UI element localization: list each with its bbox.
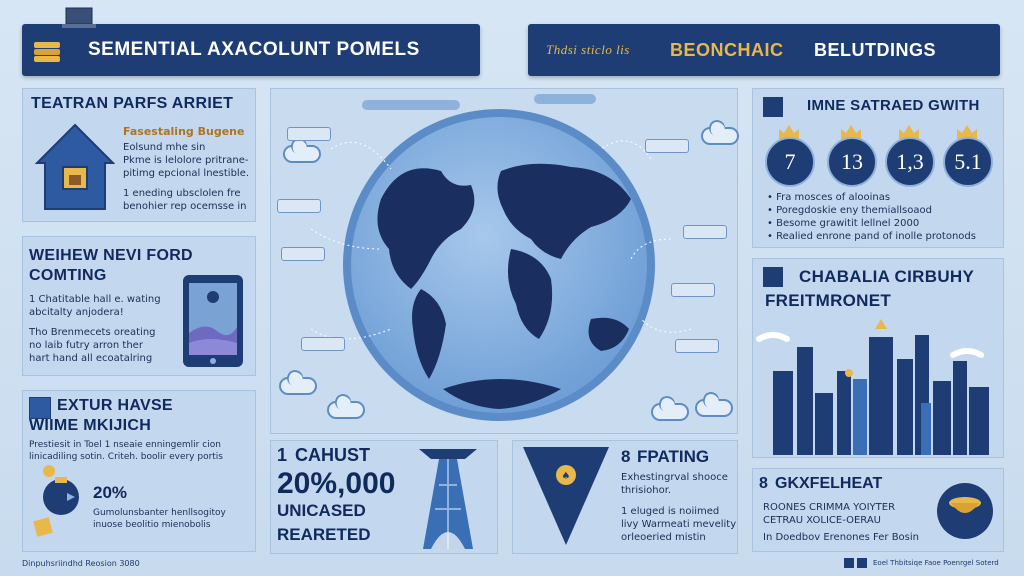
svg-text:♠: ♠ — [561, 471, 571, 482]
panel-top-left-title: TEATRAN PARFS ARRIET — [31, 95, 234, 112]
map-tag — [281, 247, 325, 261]
panel-br-line-2: In Doedbov Erenones Fer Bosin — [763, 532, 919, 543]
panel-br-title: GKXFELHEAT — [775, 475, 883, 492]
panel-bcr-line-3: 1 eluged is noiimed — [621, 506, 720, 517]
footer-right-text: Eoel Thbitsiqe Faoe Poenrgel Soterd — [873, 559, 999, 567]
panel-top-left — [22, 88, 256, 222]
panel-top-left-line-2: pitimg epcional lnestible. — [123, 168, 250, 179]
panel-br-prefix: 8 — [759, 475, 768, 492]
panel-mid-left-line-3: Tho Brenmecets oreating — [29, 327, 156, 338]
panel-bcr-title: FPATING — [637, 447, 710, 466]
panel-mid-left — [22, 236, 256, 376]
panel-bcl-big: 20%,000 — [277, 467, 396, 500]
money-bag-icon — [33, 463, 89, 539]
panel-bcr-line-0: Exhestingrval shooce — [621, 472, 728, 483]
coins-icon — [32, 38, 62, 64]
map-tag — [645, 139, 689, 153]
social-icon — [844, 558, 854, 568]
calculator-icon — [29, 397, 51, 419]
bullet-item: • Besome grawitit lellnel 2000 — [767, 218, 920, 229]
house-icon — [35, 123, 115, 211]
panel-top-left-line-5: benohier rep ocemsse in — [123, 201, 247, 212]
panel-bottom-center-right — [512, 440, 738, 554]
panel-bcl-line1: CAHUST — [295, 445, 370, 465]
map-tag — [277, 199, 321, 213]
stat-circle: 13 — [827, 137, 877, 187]
panel-bottom-left-line-1: linicadiling sotin. Criteh. boolir every portis — [29, 452, 224, 462]
stat-circle: 1,3 — [885, 137, 935, 187]
cloud-icon — [279, 377, 317, 395]
footer-right — [844, 554, 999, 572]
panel-bcr-prefix: 8 — [621, 447, 631, 466]
panel-bcr-line-1: thrisiohor. — [621, 485, 672, 496]
gold-bowl-icon — [933, 477, 997, 541]
panel-bottom-center-left — [270, 440, 498, 554]
panel-mid-left-line-5: hart hand all ecoatalring — [29, 353, 153, 364]
header-right-suffix: BELUTDINGS — [814, 39, 936, 60]
map-tag — [301, 337, 345, 351]
map-tag — [287, 127, 331, 141]
panel-bcl-prefix: 1 — [277, 445, 288, 465]
cloud-icon — [283, 145, 321, 163]
panel-mid-left-title-1: WEIHEW NEVI FORD — [29, 247, 193, 264]
panel-bottom-left — [22, 390, 256, 552]
city-skyline — [753, 307, 1003, 457]
panel-bcr-line-4: livy Warmeati mevelity — [621, 519, 737, 530]
panel-br-line-1: CETRAU XOLICE-OERAU — [763, 515, 881, 526]
panel-top-left-subtitle: Fasestaling Bugene — [123, 125, 245, 138]
panel-bottom-left-title-1: EXTUR HAVSE — [57, 397, 173, 414]
panel-top-left-line-4: 1 eneding ubsclolen fre — [123, 188, 241, 199]
header-right-highlight: BEONCHAIC — [670, 39, 784, 60]
panel-top-left-line-0: Eolsund mhe sin — [123, 142, 206, 153]
map-tag — [683, 225, 727, 239]
building-icon — [763, 267, 783, 287]
phone-icon — [181, 273, 245, 369]
cloud-icon — [327, 401, 365, 419]
panel-bcr-line-5: orleoeried mistin — [621, 532, 706, 543]
panel-globe — [270, 88, 738, 434]
bullet-item: • Fra mosces of alooinas — [767, 192, 891, 203]
chart-icon — [763, 97, 783, 117]
header-left-banner — [22, 24, 480, 76]
panel-mid-left-title-2: COMTING — [29, 267, 107, 284]
panel-top-right-title: IMNE SATRAED GWITH — [807, 97, 980, 114]
panel-mid-left-line-0: 1 Chatitable hall e. wating — [29, 294, 161, 305]
panel-br-line-0: ROONES CRIMMA YOIYTER — [763, 502, 896, 513]
laptop-icon — [60, 6, 100, 30]
panel-bottom-left-line-0: Prestiesit in Toel 1 nseaie enningemlir cion — [29, 440, 221, 450]
cloud-icon — [701, 127, 739, 145]
panel-mid-left-line-1: abcitalty anjodera! — [29, 307, 124, 318]
panel-bottom-left-stat-line-1: inuose beolitio mienobolis — [93, 520, 211, 530]
panel-bottom-right — [752, 468, 1004, 552]
header-right-banner — [528, 24, 1000, 76]
tower-icon — [409, 445, 487, 551]
stat-circle: 5.1 — [943, 137, 993, 187]
panel-mid-left-line-4: no laib futry arron ther — [29, 340, 143, 351]
panel-top-left-line-1: Pkme is lelolore pritrane- — [123, 155, 249, 166]
panel-mid-right — [752, 258, 1004, 458]
panel-mid-right-title-1: CHABALIA CIRBUHY — [799, 267, 975, 286]
panel-bcl-line4: REARETED — [277, 525, 371, 544]
map-tag — [675, 339, 719, 353]
header-right-prefix: Thdsi sticlo lis — [546, 42, 630, 57]
funnel-icon — [519, 445, 613, 547]
panel-top-right — [752, 88, 1004, 248]
footer-left-text: Dinpuhsriindhd Reosion 3080 — [22, 558, 140, 568]
panel-bottom-left-stat-line-0: Gumolunsbanter henllsogitoy — [93, 508, 226, 518]
social-icon — [857, 558, 867, 568]
bullet-item: • Poregdoskie eny themiallsoaod — [767, 205, 932, 216]
cloud-icon — [695, 399, 733, 417]
panel-mid-right-title-2: FREITMRONET — [765, 291, 892, 310]
panel-bottom-left-title-2: WIIME MKIJICH — [29, 417, 152, 434]
map-tag — [671, 283, 715, 297]
header-left-title: SEMENTIAL AXACOLUNT POMELS — [88, 39, 420, 60]
cloud-icon — [651, 403, 689, 421]
stat-circle: 7 — [765, 137, 815, 187]
panel-bottom-left-stat: 20% — [93, 483, 128, 502]
panel-bcl-line3: UNICASED — [277, 501, 366, 520]
bullet-item: • Realied enrone pand of inolle protonods — [767, 231, 976, 242]
footer-left — [22, 554, 140, 572]
